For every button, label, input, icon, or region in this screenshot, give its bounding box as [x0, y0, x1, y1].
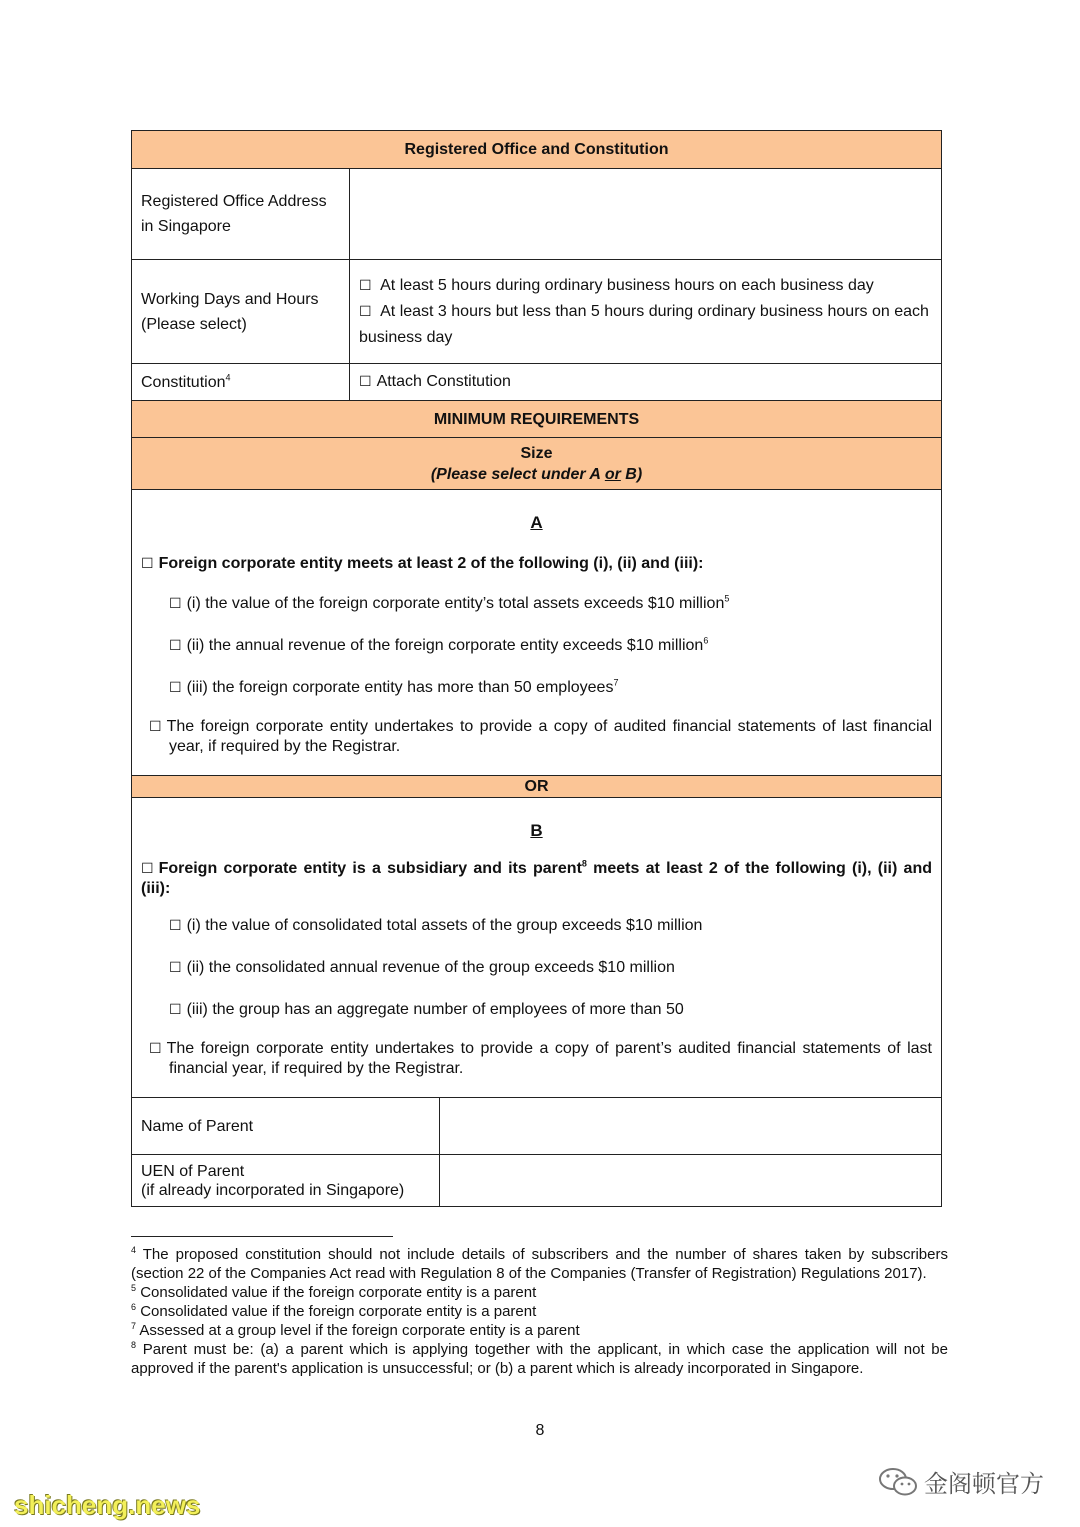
footnote: $^6$ Consolidated value if the foreign corporate entity is a parent	[131, 1302, 537, 1320]
checkbox-icon[interactable]: ☐	[141, 861, 154, 877]
checkbox-icon[interactable]: ☐	[359, 374, 372, 390]
office-address-field[interactable]	[350, 169, 942, 260]
checkbox-icon[interactable]: ☐	[359, 278, 372, 294]
checkbox-icon[interactable]: ☐	[149, 719, 162, 735]
section-a-letter: A	[530, 513, 543, 532]
footnote: $^7$ Assessed at a group level if the foreign corporate entity is a parent	[131, 1321, 580, 1339]
footnote-ref: 8	[581, 858, 587, 869]
section-b-main-option[interactable]: ☐ Foreign corporate entity is a subsidiary and its parent$^8$ meets at least 2 of the following (i), (ii) and (iii):	[141, 858, 933, 897]
size-header: Size (Please select under A or B)	[132, 438, 942, 490]
checkbox-icon[interactable]: ☐	[169, 596, 182, 612]
checkbox-icon[interactable]: ☐	[149, 1041, 162, 1057]
checkbox-icon[interactable]: ☐	[169, 1002, 182, 1018]
checkbox-icon[interactable]: ☐	[141, 556, 154, 572]
section-a-undertaking[interactable]: ☐ The foreign corporate entity undertakes to provide a copy of audited financial statements of last financial year, if required by the Registrar.	[149, 718, 932, 755]
footnote-ref: 7	[613, 677, 619, 688]
or-divider: OR	[132, 776, 942, 798]
constitution-label: Constitution$^4$	[132, 364, 350, 401]
footnotes	[131, 1245, 948, 1378]
footnote-divider	[131, 1236, 393, 1237]
parent-name-label: Name of Parent	[132, 1098, 440, 1155]
section-a-item-2[interactable]: ☐ (ii) the annual revenue of the foreign corporate entity exceeds $10 million$^6$	[169, 635, 709, 654]
section-b-item-2[interactable]: ☐ (ii) the consolidated annual revenue of the group exceeds $10 million	[169, 959, 675, 976]
checkbox-icon[interactable]: ☐	[169, 960, 182, 976]
working-option-2[interactable]: ☐ At least 3 hours but less than 5 hours during ordinary business hours on each business day	[359, 303, 929, 346]
site-watermark: shicheng.news	[14, 1490, 201, 1520]
working-option-1[interactable]: ☐ At least 5 hours during ordinary business hours on each business day	[359, 277, 874, 294]
size-instruction: (Please select under A or B)	[430, 465, 643, 483]
section-b-letter: B	[530, 821, 543, 840]
checkbox-icon[interactable]: ☐	[359, 304, 372, 320]
working-hours-options	[350, 260, 942, 364]
footnote-ref: 4	[225, 372, 231, 383]
section-a	[132, 490, 942, 776]
section-b	[132, 798, 942, 1098]
section-header-registered-office: Registered Office and Constitution	[132, 131, 942, 169]
footnote: $^8$ Parent must be: (a) a parent which is applying together with the applicant, in which case the application will not be approved if the parent's application is unsuccessful; or (b) a parent which is already incorporated in Singapore.	[131, 1340, 948, 1377]
section-a-item-3[interactable]: ☐ (iii) the foreign corporate entity has more than 50 employees$^7$	[169, 677, 619, 696]
checkbox-icon[interactable]: ☐	[169, 680, 182, 696]
page-number: 8	[535, 1422, 545, 1439]
footnote: $^4$ The proposed constitution should not include details of subscribers and the number of shares taken by subscribers (section 22 of the Companies Act read with Regulation 8 of the Companies (Transfer of Registration) Regulations 2017).	[131, 1245, 948, 1282]
footnote-ref: 5	[724, 593, 730, 604]
wechat-icon	[878, 1467, 918, 1497]
section-a-main-option[interactable]: ☐ Foreign corporate entity meets at least 2 of the following (i), (ii) and (iii):	[141, 555, 704, 572]
footnote-ref: 6	[703, 635, 709, 646]
section-b-undertaking[interactable]: ☐ The foreign corporate entity undertakes to provide a copy of parent’s audited financial statements of last financial year, if required by the Registrar.	[149, 1040, 932, 1077]
parent-uen-field[interactable]	[440, 1155, 942, 1207]
working-hours-label: Working Days and Hours (Please select)	[132, 260, 350, 364]
section-b-item-1[interactable]: ☐ (i) the value of consolidated total assets of the group exceeds $10 million	[169, 917, 703, 934]
footnote: $^5$ Consolidated value if the foreign corporate entity is a parent	[131, 1283, 537, 1301]
registration-form-table	[131, 130, 942, 1207]
min-requirements-header: MINIMUM REQUIREMENTS	[132, 401, 942, 438]
section-a-item-1[interactable]: ☐ (i) the value of the foreign corporate entity’s total assets exceeds $10 million$^5$	[169, 593, 730, 612]
parent-uen-label: UEN of Parent (if already incorporated in Singapore)	[132, 1155, 440, 1207]
office-address-label: Registered Office Address in Singapore	[132, 169, 350, 260]
checkbox-icon[interactable]: ☐	[169, 638, 182, 654]
parent-name-field[interactable]	[440, 1098, 942, 1155]
watermark: 金阁顿官方	[878, 1464, 1044, 1499]
checkbox-icon[interactable]: ☐	[169, 918, 182, 934]
section-b-item-3[interactable]: ☐ (iii) the group has an aggregate number of employees of more than 50	[169, 1001, 684, 1018]
attach-constitution-option[interactable]: ☐ Attach Constitution	[350, 364, 942, 401]
